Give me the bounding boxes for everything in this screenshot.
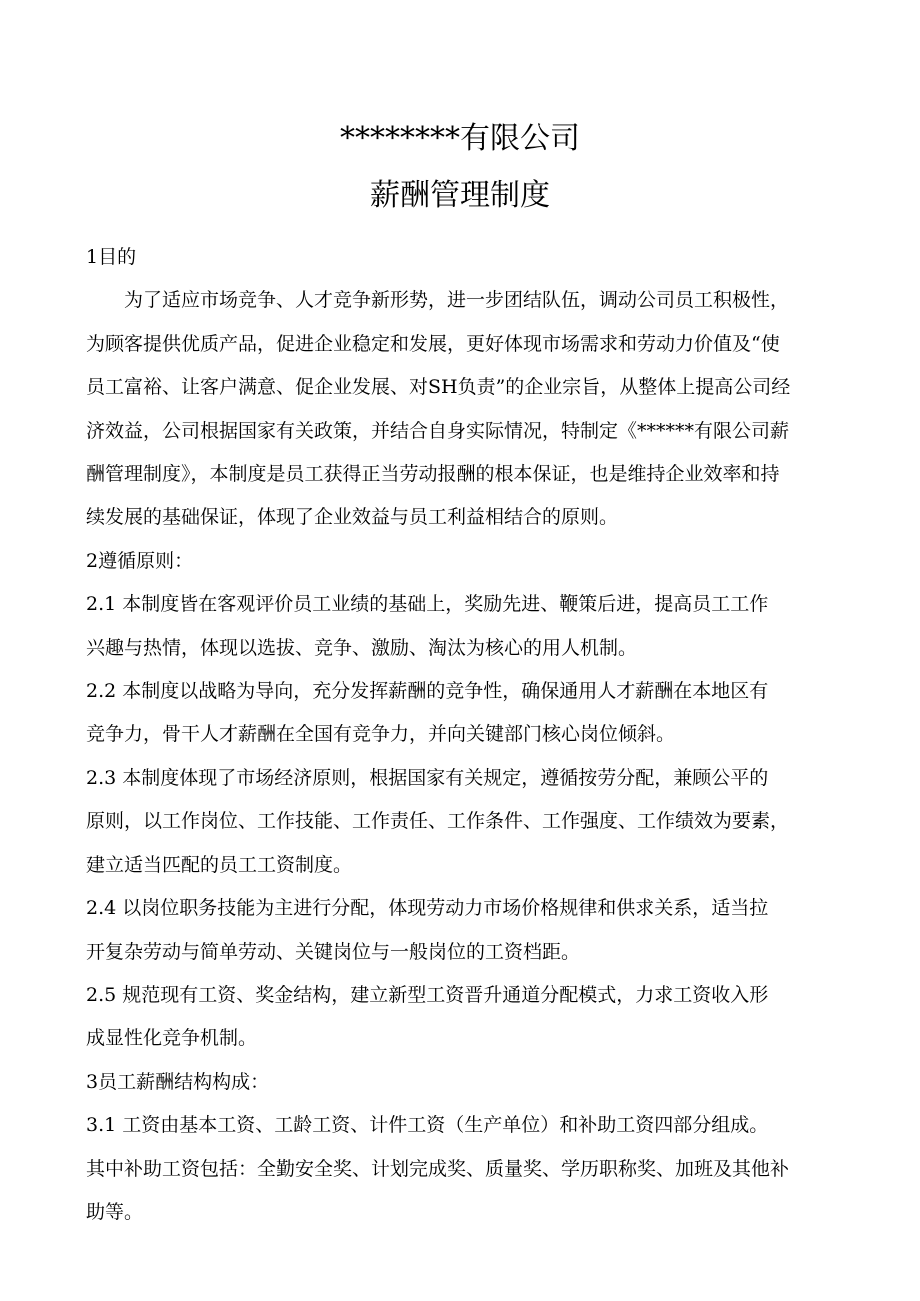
section-heading: 3员工薪酬结构构成：: [86, 1070, 270, 1093]
paragraph-line: 2.5 规范现有工资、奖金结构，建立新型工资晋升通道分配模式，力求工资收入形: [86, 983, 769, 1006]
paragraph-line: 2.3 本制度体现了市场经济原则，根据国家有关规定，遵循按劳分配，兼顾公平的: [86, 766, 769, 789]
document-title: 薪酬管理制度: [370, 178, 550, 213]
paragraph-line: 续发展的基础保证，体现了企业效益与员工利益相结合的原则。: [86, 506, 619, 529]
paragraph-line: 原则，以工作岗位、工作技能、工作责任、工作条件、工作强度、工作绩效为要素，: [86, 810, 790, 833]
paragraph-line: 其中补助工资包括：全勤安全奖、计划完成奖、质量奖、学历职称奖、加班及其他补: [86, 1157, 790, 1180]
paragraph-line: 2.2 本制度以战略为导向，充分发挥薪酬的竞争性，确保通用人才薪酬在本地区有: [86, 680, 769, 703]
paragraph-line: 助等。: [86, 1200, 144, 1223]
document-body: [86, 236, 830, 1234]
paragraph-line: 建立适当匹配的员工工资制度。: [86, 853, 353, 876]
paragraph-line: 为顾客提供优质产品，促进企业稳定和发展，更好体现市场需求和劳动力价值及“使: [86, 332, 780, 355]
paragraph-line: 开复杂劳动与简单劳动、关键岗位与一般岗位的工资档距。: [86, 940, 581, 963]
paragraph-line: 兴趣与热情，体现以选拔、竞争、激励、淘汰为核心的用人机制。: [86, 636, 638, 659]
paragraph-line: 竞争力，骨干人才薪酬在全国有竞争力，并向关键部门核心岗位倾斜。: [86, 723, 676, 746]
paragraph-line: 2.4 以岗位职务技能为主进行分配，体现劳动力市场价格规律和供求关系，适当拉: [86, 897, 769, 920]
company-title: ********有限公司: [340, 121, 580, 156]
paragraph-line: 成显性化竞争机制。: [86, 1027, 258, 1050]
section-heading: 2遵循原则：: [86, 549, 194, 572]
section-heading: 1目的: [86, 246, 137, 268]
paragraph-line: 为了适应市场竞争、人才竞争新形势，进一步团结队伍，调动公司员工积极性，: [124, 289, 790, 312]
paragraph-line: 济效益，公司根据国家有关政策，并结合自身实际情况，特制定《******有限公司薪: [86, 419, 790, 442]
paragraph-line: 3.1 工资由基本工资、工龄工资、计件工资（生产单位）和补助工资四部分组成。: [86, 1114, 769, 1137]
paragraph-line: 酬管理制度》，本制度是员工获得正当劳动报酬的根本保证，也是维持企业效率和持: [86, 463, 780, 486]
paragraph-line: 2.1 本制度皆在客观评价员工业绩的基础上，奖励先进、鞭策后进，提高员工工作: [86, 593, 769, 616]
paragraph-line: 员工富裕、让客户满意、促企业发展、对SH负责”的企业宗旨，从整体上提高公司经: [86, 376, 791, 399]
